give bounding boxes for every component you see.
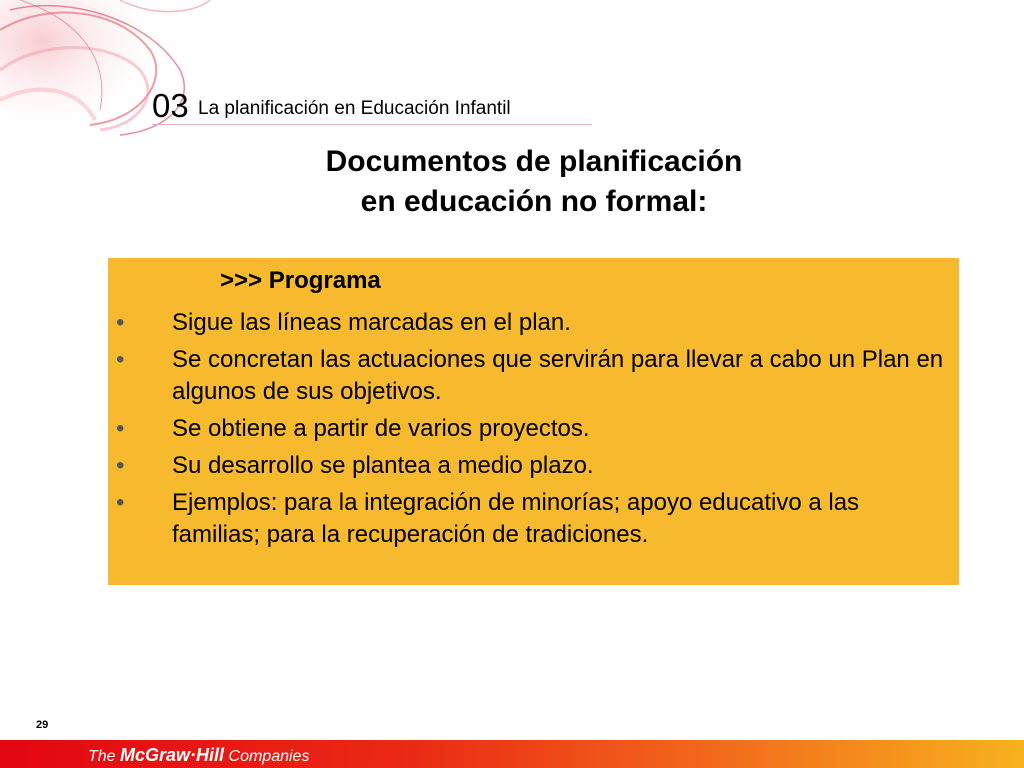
bullet-list <box>116 307 946 556</box>
logo-suffix: Companies <box>228 748 310 765</box>
logo-brand: McGraw·Hill <box>120 745 225 765</box>
chapter-number: 03 <box>152 87 189 124</box>
chapter-header <box>152 88 592 125</box>
bullet-icon: • <box>116 346 125 373</box>
bullet-icon: • <box>116 452 125 479</box>
bullet-item <box>116 487 946 551</box>
logo-prefix: The <box>88 748 116 765</box>
bullet-text: Ejemplos: para la integración de minorías; apoyo educativo a las familias; para la recuperación de tradiciones. <box>172 489 860 548</box>
bullet-text: Sigue las líneas marcadas en el plan. <box>172 309 571 336</box>
bullet-item <box>116 450 946 482</box>
bullet-item <box>116 307 946 339</box>
bullet-text: Se obtiene a partir de varios proyectos. <box>172 415 590 442</box>
slide-title-line-2: en educación no formal: <box>360 185 708 218</box>
bullet-text: Su desarrollo se plantea a medio plazo. <box>172 452 594 479</box>
bullet-item <box>116 344 946 408</box>
bullet-item <box>116 413 946 445</box>
publisher-logo <box>88 745 309 767</box>
footer-bar <box>0 740 1024 768</box>
chapter-title: La planificación en Educación Infantil <box>198 98 511 119</box>
bullet-icon: • <box>116 415 125 442</box>
bullet-icon: • <box>116 489 125 516</box>
page-number: 29 <box>36 719 49 731</box>
slide-title <box>0 142 1024 222</box>
slide-title-line-1: Documentos de planificación <box>325 145 743 178</box>
bullet-icon: • <box>116 309 125 336</box>
section-heading: >>> Programa <box>220 267 381 294</box>
bullet-text: Se concretan las actuaciones que servirán para llevar a cabo un Plan en algunos de sus objetivos. <box>172 346 944 405</box>
